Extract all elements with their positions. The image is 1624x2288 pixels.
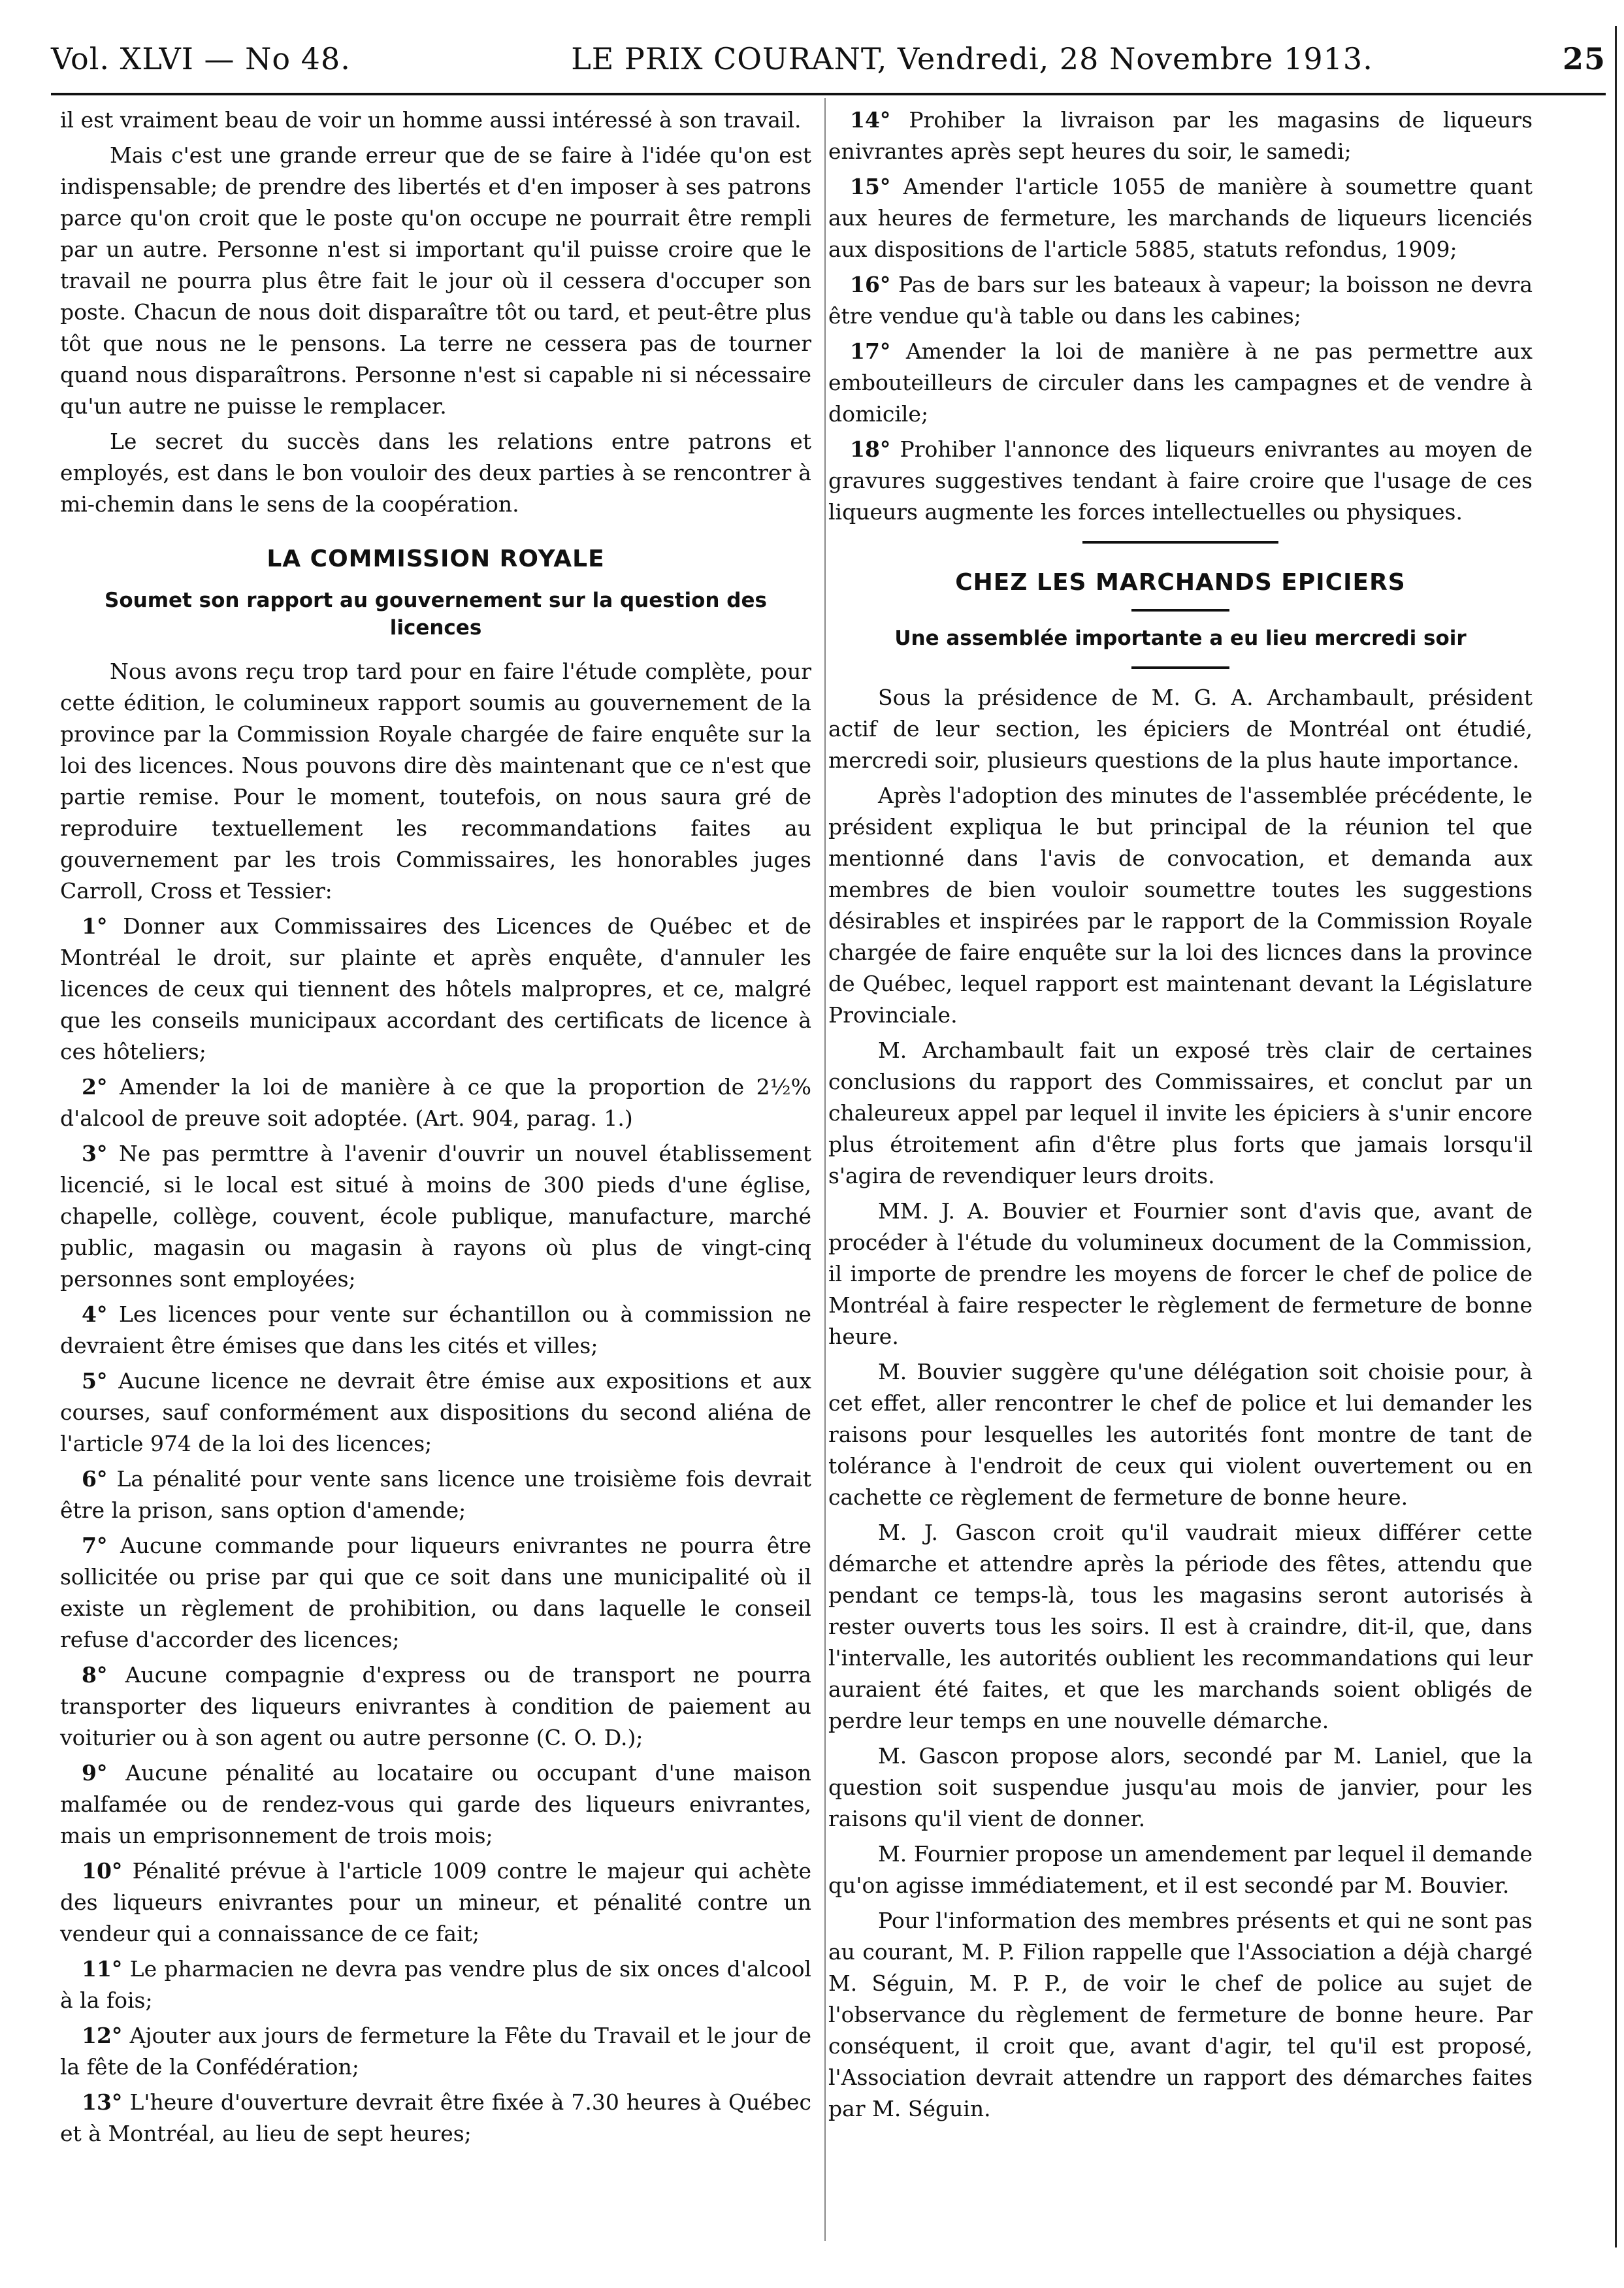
article-subtitle: Une assemblée importante a eu lieu mercredi soir xyxy=(894,627,1467,650)
item-text: Amender la loi de manière à ce que la proportion de 2½% d'alcool de preuve soit adoptée. (Art. 904, parag. 1.) xyxy=(60,1074,811,1131)
list-item xyxy=(60,2087,811,2149)
page-number: 25 xyxy=(1562,41,1606,76)
list-item xyxy=(828,171,1533,265)
item-text: Le pharmacien ne devra pas vendre plus de six onces d'alcool à la fois; xyxy=(60,1956,811,2013)
item-text: Aucune commande pour liqueurs enivrantes ne pourra être sollicitée ou prise par qui que ce soit dans une municipalité où il existe un règlement de prohibition, ou dans laquelle le conseil refuse d'accorder des licences; xyxy=(60,1533,811,1652)
list-item xyxy=(828,105,1533,167)
article-subtitle: Soumet son rapport au gouvernement sur la question des licences xyxy=(105,589,767,640)
list-item xyxy=(60,1757,811,1852)
article-paragraph: Après l'adoption des minutes de l'assemblée précédente, le président expliqua le but principal de la réunion tel que mentionné dans l'avis de convocation, et demanda aux membres de bien vouloir soumettre toutes les suggestions désirables et inspirées par le rapport de la Commission Royale chargée de faire enquête sur la loi des licnces dans la province de Québec, lequel rapport est maintenant devant la Législature Provinciale. xyxy=(828,783,1533,1028)
list-item xyxy=(60,2020,811,2083)
intro-paragraph: il est vraiment beau de voir un homme aussi intéressé à son travail. xyxy=(60,107,802,133)
article-title: LA COMMISSION ROYALE xyxy=(267,546,605,572)
list-item xyxy=(828,336,1533,430)
item-text: Aucune compagnie d'express ou de transport ne pourra transporter des liqueurs enivrantes à condition de paiement au voiturier ou à son agent ou autre personne (C. O. D.); xyxy=(60,1662,811,1750)
masthead: LE PRIX COURANT, Vendredi, 28 Novembre 1913. xyxy=(571,41,1373,76)
list-item xyxy=(60,1659,811,1754)
list-item xyxy=(60,1365,811,1460)
volume-number: Vol. XLVI — No 48. xyxy=(51,41,351,76)
list-item xyxy=(60,1530,811,1656)
title-rule xyxy=(1131,609,1229,612)
article-paragraph: M. J. Gascon croit qu'il vaudrait mieux différer cette démarche et attendre après la période des fêtes, attendu que pendant ce temps-là, tous les magasins seront autorisés à rester ouverts tous les soirs. Il est à craindre, dit-il, que, dans l'intervalle, les autorités oublient les recommandations qui leur auraient été faites, et que les marchands soient obligés de perdre leur temps en une nouvelle démarche. xyxy=(828,1520,1533,1733)
item-number: 15° xyxy=(850,174,891,199)
article-paragraph: M. Gascon propose alors, secondé par M. Laniel, que la question soit suspendue jusqu'au mois de janvier, pour les raisons qu'il vient de donner. xyxy=(828,1743,1533,1831)
item-text: Pas de bars sur les bateaux à vapeur; la boisson ne devra être vendue qu'à table ou dans les cabines; xyxy=(828,272,1533,329)
header-rule xyxy=(51,93,1606,95)
list-item xyxy=(828,269,1533,332)
article-paragraph: M. Bouvier suggère qu'une délégation soit choisie pour, à cet effet, aller rencontrer le chef de police et lui demander les raisons pour lesquelles les autorités font montre de tant de tolérance à l'endroit de ceux qui violent ouvertement ou en cachette ce règlement de fermeture de bonne heure. xyxy=(828,1359,1533,1510)
recommendations-list-continued xyxy=(828,105,1533,528)
item-text: Pénalité prévue à l'article 1009 contre le majeur qui achète des liqueurs enivrantes pour un mineur, et pénalité contre un vendeur qui a connaissance de ce fait; xyxy=(60,1858,811,1946)
item-number: 12° xyxy=(82,2023,123,2048)
subtitle-rule xyxy=(1131,666,1229,669)
item-text: La pénalité pour vente sans licence une troisième fois devrait être la prison, sans option d'amende; xyxy=(60,1466,811,1523)
article-intro: Nous avons reçu trop tard pour en faire l'étude complète, pour cette édition, le columineux rapport soumis au gouvernement de la province par la Commission Royale chargée de faire enquête sur la loi des licences. Nous pouvons dire dès maintenant que ce n'est que partie remise. Pour le moment, toutefois, on nous saura gré de reproduire textuellement les recommandations faites au gouvernement par les trois Commissaires, les honorables juges Carroll, Cross et Tessier: xyxy=(60,659,811,904)
left-column xyxy=(60,105,811,2153)
article-paragraph: Pour l'information des membres présents et qui ne sont pas au courant, M. P. Filion rappelle que l'Association a déjà chargé M. Séguin, M. P. P., de voir le chef de police au sujet de l'observance du règlement de fermeture de bonne heure. Par conséquent, il croit que, avant d'agir, tel qu'il est proposé, l'Association devrait attendre un rapport des démarches faites par M. Séguin. xyxy=(828,1908,1533,2121)
page-header xyxy=(51,26,1606,91)
item-number: 5° xyxy=(82,1368,108,1394)
list-item xyxy=(60,1953,811,2016)
item-number: 6° xyxy=(82,1466,108,1492)
page-edge-rule xyxy=(1615,26,1617,2247)
list-item xyxy=(60,1299,811,1362)
item-number: 8° xyxy=(82,1662,108,1688)
item-text: Amender l'article 1055 de manière à soumettre quant aux heures de fermeture, les marchands de liqueurs licenciés aux dispositions de l'article 5885, statuts refondus, 1909; xyxy=(828,174,1533,262)
item-number: 7° xyxy=(82,1533,108,1558)
item-number: 10° xyxy=(82,1858,123,1884)
list-item xyxy=(60,911,811,1068)
column-divider xyxy=(824,98,826,2241)
item-number: 4° xyxy=(82,1301,108,1327)
item-text: Prohiber la livraison par les magasins de liqueurs enivrantes après sept heures du soir, le samedi; xyxy=(828,107,1533,164)
item-text: Ne pas permttre à l'avenir d'ouvrir un nouvel établissement licencié, si le local est situé à moins de 300 pieds d'une église, chapelle, collège, couvent, école publique, manufacture, marché public, magasin ou magasin à rayons où plus de vingt-cinq personnes sont employées; xyxy=(60,1141,811,1292)
item-text: Ajouter aux jours de fermeture la Fête du Travail et le jour de la fête de la Confédération; xyxy=(60,2023,811,2080)
list-item xyxy=(60,1855,811,1950)
article-paragraph: MM. J. A. Bouvier et Fournier sont d'avis que, avant de procéder à l'étude du volumineux document de la Commission, il importe de prendre les moyens de forcer le chef de police de Montréal à faire respecter le règlement de fermeture de bonne heure. xyxy=(828,1198,1533,1349)
article-paragraph: M. Fournier propose un amendement par lequel il demande qu'on agisse immédiatement, et il est secondé par M. Bouvier. xyxy=(828,1841,1533,1898)
item-number: 3° xyxy=(82,1141,108,1166)
list-item xyxy=(60,1071,811,1134)
item-number: 1° xyxy=(82,913,108,939)
article-paragraph: M. Archambault fait un exposé très clair de certaines conclusions du rapport des Commissaires, et conclut par un chaleureux appel par lequel il invite les épiciers à s'unir encore plus étroitement afin d'être plus forts que jamais lorsqu'il s'agira de revendiquer leurs droits. xyxy=(828,1038,1533,1188)
article-paragraph: Sous la présidence de M. G. A. Archambault, président actif de leur section, les épiciers de Montréal ont étudié, mercredi soir, plusieurs questions de la plus haute importance. xyxy=(828,685,1533,773)
article-title: CHEZ LES MARCHANDS EPICIERS xyxy=(955,569,1406,596)
item-number: 17° xyxy=(850,338,891,364)
item-text: Aucune licence ne devrait être émise aux expositions et aux courses, sauf conformément aux dispositions du second aliéna de l'article 974 de la loi des licences; xyxy=(60,1368,811,1456)
item-number: 14° xyxy=(850,107,891,133)
item-text: L'heure d'ouverture devrait être fixée à 7.30 heures à Québec et à Montréal, au lieu de sept heures; xyxy=(60,2089,811,2146)
item-text: Les licences pour vente sur échantillon ou à commission ne devraient être émises que dans les cités et villes; xyxy=(60,1301,811,1358)
item-text: Prohiber l'annonce des liqueurs enivrantes au moyen de gravures suggestives tendant à faire croire que l'usage de ces liqueurs augmente les forces intellectuelles ou physiques. xyxy=(828,436,1533,525)
item-number: 11° xyxy=(82,1956,123,1982)
item-text: Donner aux Commissaires des Licences de Québec et de Montréal le droit, sur plainte et après enquête, d'annuler les licences de ceux qui tiennent des hôtels malpropres, et ce, malgré que les conseils municipaux accordant des certificats de licence à ces hôteliers; xyxy=(60,913,811,1064)
item-text: Amender la loi de manière à ne pas permettre aux embouteilleurs de circuler dans les campagnes et de vendre à domicile; xyxy=(828,338,1533,427)
item-number: 9° xyxy=(82,1760,108,1786)
item-number: 16° xyxy=(850,272,891,297)
item-text: Aucune pénalité au locataire ou occupant d'une maison malfamée ou de rendez-vous qui garde des liqueurs enivrantes, mais un emprisonnement de trois mois; xyxy=(60,1760,811,1848)
right-column xyxy=(828,105,1533,2129)
intro-paragraph: Le secret du succès dans les relations entre patrons et employés, est dans le bon vouloir des deux parties à se rencontrer à mi-chemin dans le sens de la coopération. xyxy=(60,429,811,517)
item-number: 13° xyxy=(82,2089,123,2115)
list-item xyxy=(828,434,1533,528)
item-number: 2° xyxy=(82,1074,108,1100)
section-divider xyxy=(1082,541,1278,544)
recommendations-list xyxy=(60,911,811,2149)
list-item xyxy=(60,1463,811,1526)
item-number: 18° xyxy=(850,436,891,462)
list-item xyxy=(60,1138,811,1295)
intro-paragraph: Mais c'est une grande erreur que de se faire à l'idée qu'on est indispensable; de prendre des libertés et d'en imposer à ses patrons parce qu'on croit que le poste qu'on occupe ne pourrait être rempli par un autre. Personne n'est si important qu'il puisse croire que le travail ne pourra plus être fait le jour où il cessera d'occuper son poste. Chacun de nous doit disparaître tôt ou tard, et peut-être plus tôt que nous ne le pensons. La terre ne cessera pas de tourner quand nous disparaîtrons. Personne n'est si capable ni si nécessaire qu'un autre ne puisse le remplacer. xyxy=(60,142,811,419)
